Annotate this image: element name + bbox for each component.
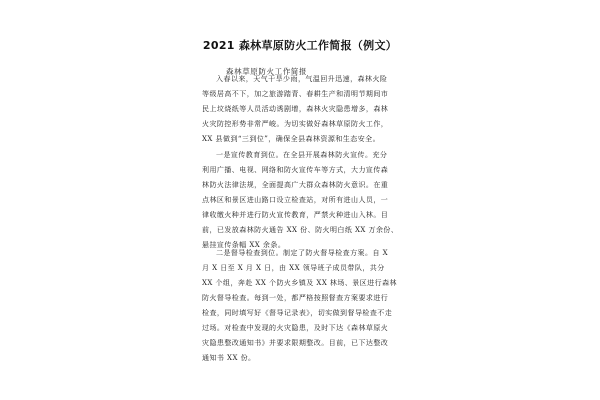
paragraph-line: 一是宣传教育到位。在全县开展森林防火宣传。充分 [216, 151, 388, 159]
paragraph-intro [202, 72, 398, 147]
paragraph-line: XX 个组，奔赴 XX 个防火乡镇及 XX 林场、景区进行森林 [202, 279, 397, 287]
paragraph-line: 通知书 XX 份。 [202, 354, 256, 362]
paragraph-line: 林防火法律法规，全面提高广大群众森林防火意识。在重 [202, 181, 389, 189]
paragraph-line: 点林区和景区进山路口设立检查站，对所有进山人员，一 [202, 196, 389, 204]
paragraph-line: 火灾防控形势非常严峻。为切实做好森林草原防火工作， [202, 120, 389, 128]
paragraph-line: 利用广播、电视、网络和防火宣传车等方式，大力宣传森 [202, 166, 389, 174]
document-subtitle: 森林草原防火工作简报 [226, 67, 307, 76]
paragraph-line: 灾隐患整改通知书》并要求限期整改。目前，已下达整改 [202, 339, 389, 347]
paragraph-inspection [202, 246, 398, 366]
paragraph-line: 悬挂宣传条幅 XX 余条。 [202, 241, 286, 249]
paragraph-line: 前，已发放森林防火通告 XX 份、防火明白纸 XX 万余份、 [202, 226, 399, 234]
paragraph-publicity [202, 148, 398, 253]
paragraph-line: 等级居高不下，加之旅游踏青、春耕生产和清明节期间市 [202, 90, 389, 98]
document-title: 2021 森林草原防火工作简报（例文） [202, 39, 398, 52]
paragraph-line: 二是督导检查到位。制定了防火督导检查方案。自 X [216, 249, 389, 257]
paragraph-line: 防火督导检查。每到一处，都严格按照督查方案要求进行 [202, 294, 389, 302]
paragraph-line: 民上坟烧纸等人员活动诱剧增，森林火灾隐患增多，森林 [202, 105, 389, 113]
paragraph-line: 过场。对检查中发现的火灾隐患，及时下达《森林草原火 [202, 324, 389, 332]
paragraph-line: 入春以来，天气干旱少雨，气温回升迅速，森林火险 [216, 75, 388, 83]
paragraph-line: 律收缴火种并进行防火宣传教育，严禁火种进山入林。目 [202, 211, 389, 219]
paragraph-line: 月 X 日至 X 月 X 日，由 XX 领导班子成员带队，共分 [202, 264, 385, 272]
paragraph-line: 检查，同时填写好《督导记录表》，切实做到督导检查不走 [202, 309, 393, 317]
paragraph-line: XX 县做到“三到位”，确保全县森林资源和生态安全。 [202, 135, 381, 143]
